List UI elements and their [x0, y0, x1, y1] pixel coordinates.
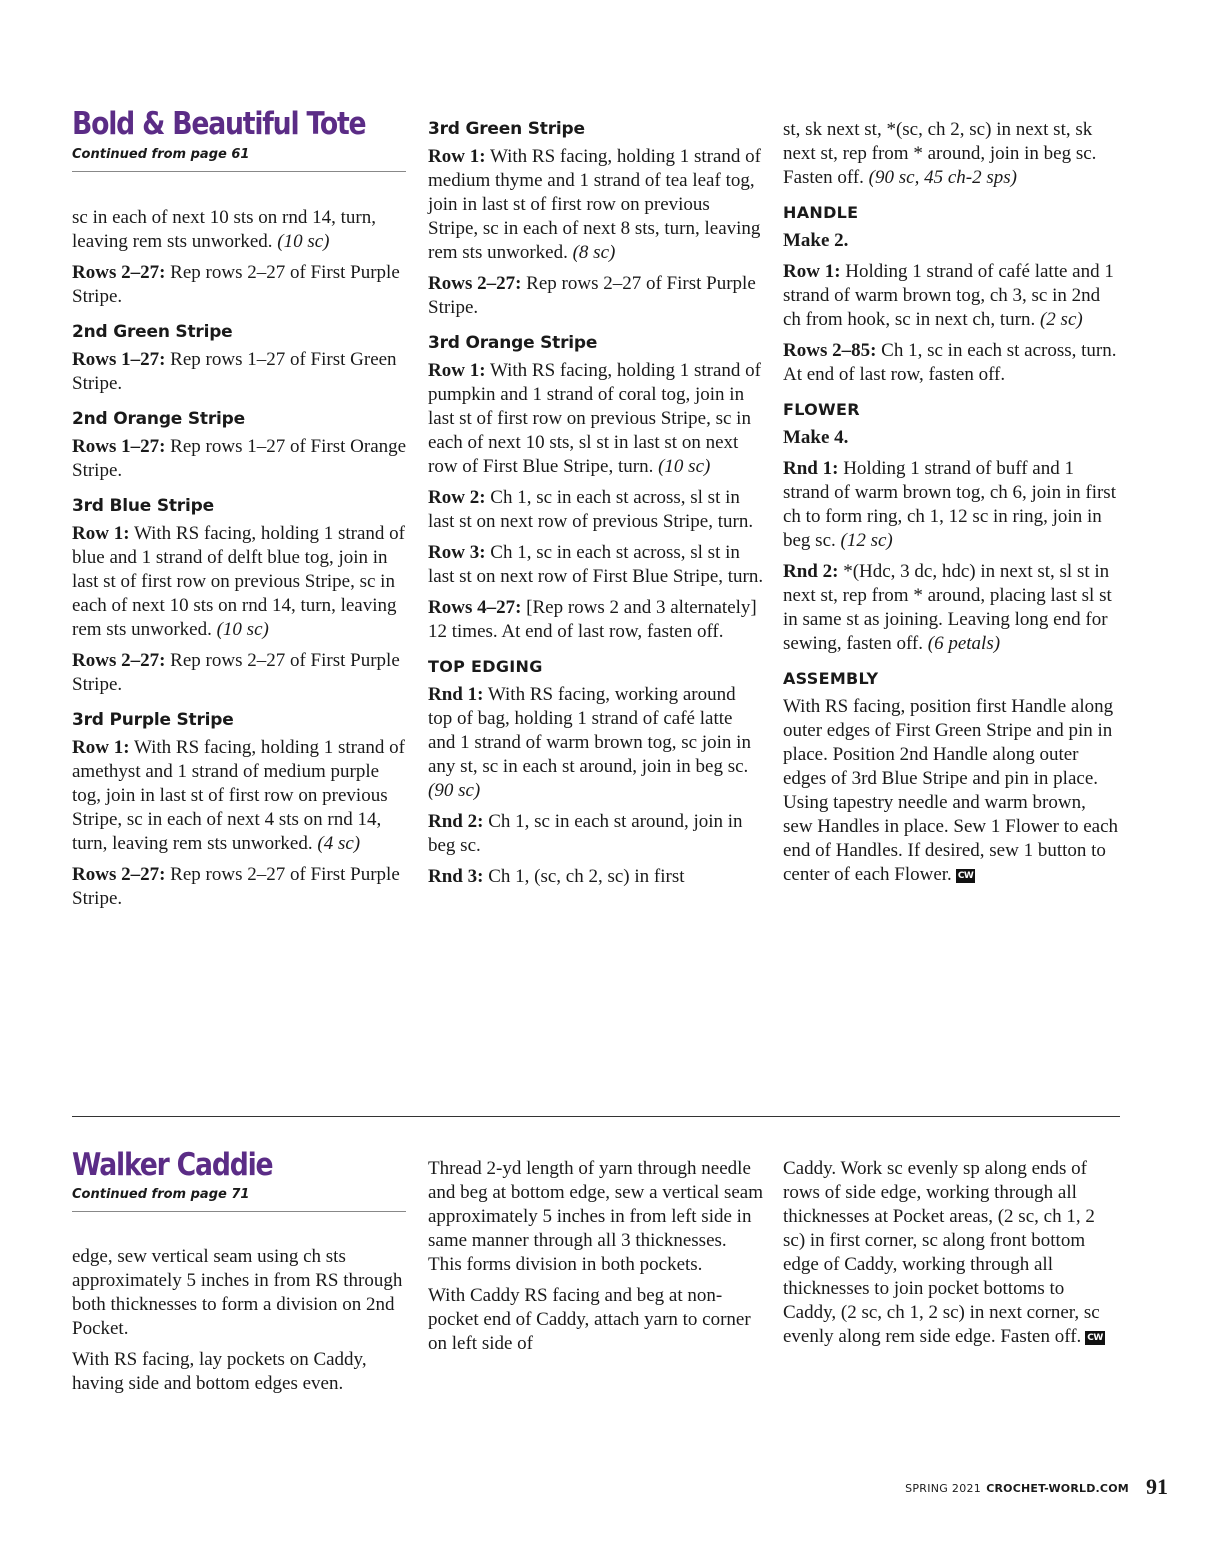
tote-title: Bold & Beautiful Tote — [72, 106, 366, 142]
paragraph: With Caddy RS facing and beg at non-pocket end of Caddy, attach yarn to corner on left side of — [428, 1285, 751, 1354]
paragraph: Make 4. — [783, 427, 849, 448]
page-number: 91 — [1146, 1474, 1168, 1499]
caddie-column-2 — [428, 1157, 764, 1363]
paragraph: Rnd 2: Ch 1, sc in each st around, join in beg sc. — [428, 811, 743, 856]
paragraph: Row 1: With RS facing, holding 1 strand of amethyst and 1 strand of medium purple tog, join in last st of first row on previous Stripe, sc in each of next 4 sts on rnd 14, turn, leaving rem sts unworked. (4 sc) — [72, 737, 405, 854]
tote-continued-note: Continued from page 61 — [72, 147, 250, 162]
paragraph: edge, sew vertical seam using ch sts approximately 5 inches in from RS through both thicknesses to form a division on 2nd Pocket. — [72, 1246, 403, 1339]
paragraph: With RS facing, position first Handle along outer edges of First Green Stripe and pin in place. Position 2nd Handle along outer edges of 3rd Blue Stripe and pin in place. Using tapestry needle and warm brown, sew Handles in place. Sew 1 Flower to each end of Handles. If desired, sew 1 button to center of each Flower. CW — [783, 696, 1119, 885]
caddie-title-rule — [72, 1211, 406, 1212]
caddie-continued-note: Continued from page 71 — [72, 1187, 250, 1202]
subheading: FLOWER — [783, 400, 860, 419]
paragraph: Rows 4–27: [Rep rows 2 and 3 alternately] 12 times. At end of last row, fasten off. — [428, 597, 757, 642]
paragraph: Thread 2-yd length of yarn through needle and beg at bottom edge, sew a vertical seam approximately 5 inches in from left side in same manner through all 3 thicknesses. This forms division in both pockets. — [428, 1158, 764, 1275]
section-divider — [72, 1116, 1120, 1117]
paragraph: st, sk next st, *(sc, ch 2, sc) in next st, sk next st, rep from * around, join in beg sc. Fasten off. (90 sc, 45 ch-2 sps) — [783, 119, 1097, 188]
subheading: HANDLE — [783, 203, 859, 222]
paragraph: Rnd 1: Holding 1 strand of buff and 1 strand of warm brown tog, ch 6, join in first ch to form ring, ch 1, 12 sc in ring, join in beg sc. (12 sc) — [783, 458, 1116, 551]
subheading: 2nd Orange Stripe — [72, 409, 245, 429]
subheading: 3rd Green Stripe — [428, 119, 585, 139]
cw-end-mark: CW — [957, 871, 974, 881]
tote-column-1 — [72, 206, 408, 918]
paragraph: With RS facing, lay pockets on Caddy, having side and bottom edges even. — [72, 1349, 367, 1394]
paragraph: Rnd 3: Ch 1, (sc, ch 2, sc) in first — [428, 866, 685, 887]
paragraph: Rows 2–27: Rep rows 2–27 of First Purple Stripe. — [72, 864, 400, 909]
subheading: TOP EDGING — [428, 657, 543, 676]
paragraph: Row 2: Ch 1, sc in each st across, sl st in last st on next row of previous Stripe, turn. — [428, 487, 754, 532]
subheading: 3rd Orange Stripe — [428, 333, 598, 353]
cw-end-mark: CW — [1087, 1333, 1103, 1343]
website: CROCHET-WORLD.COM — [986, 1482, 1129, 1495]
paragraph: sc in each of next 10 sts on rnd 14, turn, leaving rem sts unworked. (10 sc) — [72, 207, 376, 252]
paragraph: Row 1: Holding 1 strand of café latte and 1 strand of warm brown tog, ch 3, sc in 2nd ch from hook, sc in next ch, turn. (2 sc) — [783, 261, 1114, 330]
paragraph: Rows 2–27: Rep rows 2–27 of First Purple Stripe. — [72, 650, 400, 695]
paragraph: Rows 1–27: Rep rows 1–27 of First Green Stripe. — [72, 349, 397, 394]
subheading: 3rd Blue Stripe — [72, 496, 214, 516]
caddie-column-1 — [72, 1245, 408, 1403]
paragraph: Rnd 1: With RS facing, working around top of bag, holding 1 strand of café latte and 1 strand of warm brown tog, sc join in any st, sc in each st around, join in beg sc. (90 sc) — [428, 684, 751, 801]
issue-season: SPRING 2021 — [905, 1482, 982, 1495]
subheading: 3rd Purple Stripe — [72, 710, 234, 730]
paragraph: Rows 2–27: Rep rows 2–27 of First Purple Stripe. — [428, 273, 756, 318]
paragraph: Rows 2–85: Ch 1, sc in each st across, turn. At end of last row, fasten off. — [783, 340, 1117, 385]
paragraph: Rows 1–27: Rep rows 1–27 of First Orange Stripe. — [72, 436, 407, 481]
paragraph: Row 3: Ch 1, sc in each st across, sl st in last st on next row of First Blue Stripe, turn. — [428, 542, 764, 587]
subheading: 2nd Green Stripe — [72, 322, 233, 342]
paragraph: Caddy. Work sc evenly sp along ends of rows of side edge, working through all thicknesses at Pocket areas, (2 sc, ch 1, 2 sc) in first corner, sc along front bottom edge of Caddy, working through all thicknesses to join pocket bottoms to Caddy, (2 sc, ch 1, 2 sc) in next corner, sc evenly along rem side edge. Fasten off. CW — [783, 1158, 1103, 1347]
paragraph: Rows 2–27: Rep rows 2–27 of First Purple Stripe. — [72, 262, 400, 307]
tote-column-2 — [428, 118, 764, 896]
paragraph: Make 2. — [783, 230, 849, 251]
tote-column-3 — [783, 118, 1119, 894]
paragraph: Row 1: With RS facing, holding 1 strand of pumpkin and 1 strand of coral tog, join in last st of first row on previous Stripe, sc in each of next 10 sts, sl st in last st on next row of First Blue Stripe, turn. (10 sc) — [428, 360, 761, 477]
subheading: ASSEMBLY — [783, 669, 879, 688]
paragraph: Row 1: With RS facing, holding 1 strand of blue and 1 strand of delft blue tog, join in last st of first row on previous Stripe, sc in each of next 10 sts on rnd 14, turn, leaving rem sts unworked. (10 sc) — [72, 523, 405, 640]
paragraph: Rnd 2: *(Hdc, 3 dc, hdc) in next st, sl st in next st, rep from * around, placing last sl st in same st as joining. Leaving long end for sewing, fasten off. (6 petals) — [783, 561, 1112, 654]
caddie-column-3 — [783, 1157, 1119, 1356]
tote-title-rule — [72, 171, 406, 172]
page-footer — [905, 1474, 1168, 1500]
paragraph: Row 1: With RS facing, holding 1 strand of medium thyme and 1 strand of tea leaf tog, join in last st of first row on previous Stripe, sc in each of next 8 sts, turn, leaving rem sts unworked. (8 sc) — [428, 146, 761, 263]
caddie-title: Walker Caddie — [72, 1147, 273, 1183]
